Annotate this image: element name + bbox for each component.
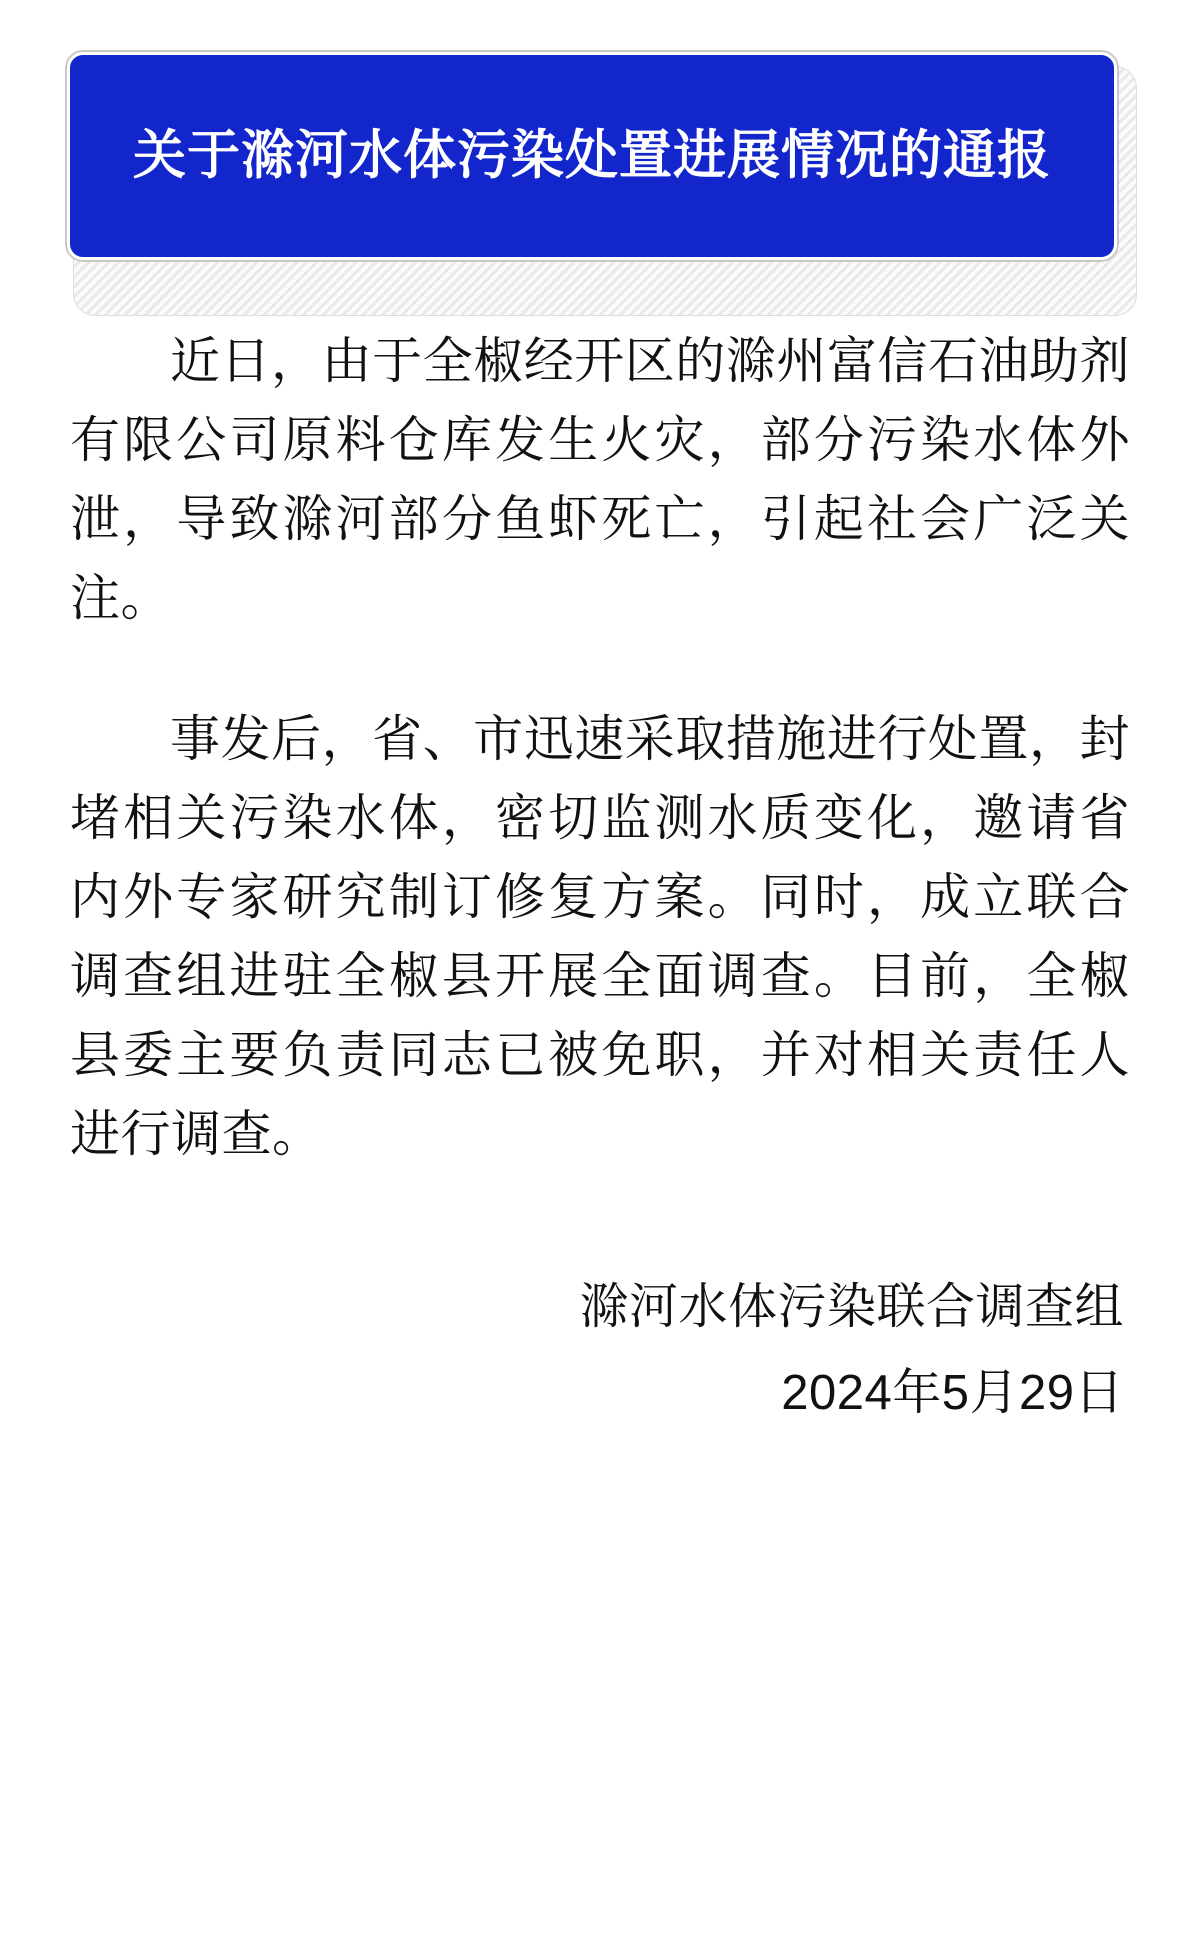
document-body xyxy=(62,322,1138,1174)
page-title: 关于滁河水体污染处置进展情况的通报 xyxy=(133,126,1051,186)
signature-organization: 滁河水体污染联合调查组 xyxy=(579,1280,1124,1334)
title-banner xyxy=(67,52,1117,260)
title-banner-container xyxy=(65,52,1135,260)
signature-block xyxy=(62,1270,1138,1432)
body-paragraph-1: 近日，由于全椒经开区的滁州富信石油助剂有限公司原料仓库发生火灾，部分污染水体外泄，导致滁河部分鱼虾死亡，引起社会广泛关注。 xyxy=(70,333,1130,626)
body-paragraph-2: 事发后，省、市迅速采取措施进行处置，封堵相关污染水体，密切监测水质变化，邀请省内外专家研究制订修复方案。同时，成立联合调查组进驻全椒县开展全面调查。目前，全椒县委主要负责同志已被免职，并对相关责任人进行调查。 xyxy=(70,711,1130,1162)
signature-date: 2024年5月29日 xyxy=(781,1365,1124,1420)
